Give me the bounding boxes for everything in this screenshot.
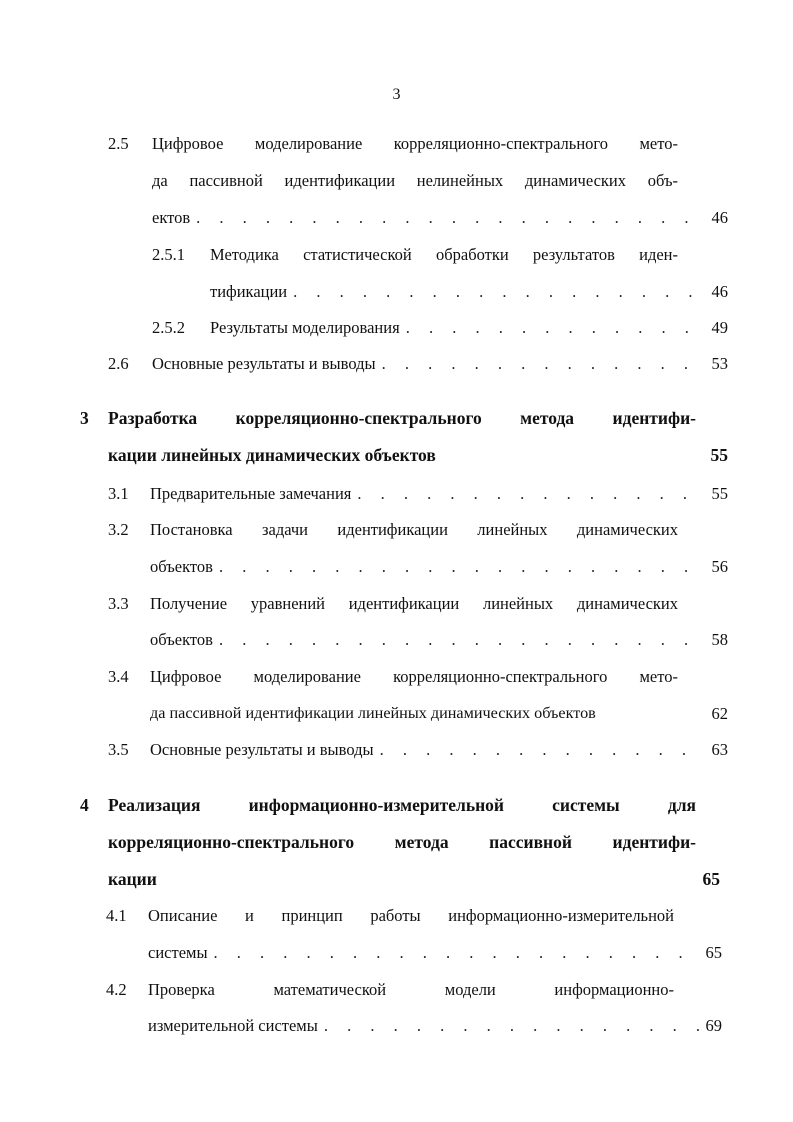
toc-number: 2.5.1 — [152, 245, 185, 264]
toc-leader-line — [148, 943, 722, 963]
toc-number: 3.2 — [108, 520, 129, 539]
toc-page: 56 — [711, 557, 728, 576]
dot-leader — [406, 318, 706, 338]
toc-leader-line — [150, 484, 728, 504]
toc-title-line: да пассивной идентификации нелинейных динамических объ- — [152, 171, 678, 190]
toc-page: 53 — [711, 354, 728, 373]
toc-title-line: Основные результаты и выводы — [150, 740, 374, 759]
dot-leader — [214, 943, 700, 963]
dot-leader — [324, 1016, 700, 1036]
toc-title-line: Цифровое моделирование корреляционно-спектрального мето- — [152, 134, 678, 153]
dot-leader — [293, 282, 705, 302]
toc-number: 4.2 — [106, 980, 127, 999]
toc-title-line: Результаты моделирования — [210, 318, 400, 337]
toc-page: 55 — [710, 445, 728, 465]
toc-page: 65 — [702, 869, 720, 889]
toc-page: 69 — [705, 1016, 722, 1035]
toc-number: 3.5 — [108, 740, 129, 759]
toc-number: 2.6 — [108, 354, 129, 373]
toc-page: 55 — [711, 484, 728, 503]
toc-leader-line — [210, 318, 728, 338]
toc-title-line: измерительной системы — [148, 1016, 318, 1035]
dot-leader — [219, 630, 706, 650]
toc-number: 3.4 — [108, 667, 129, 686]
toc-title-line: объектов — [150, 630, 213, 649]
toc-title-line: кации — [108, 869, 157, 889]
toc-title-line: Описание и принцип работы информационно-измерительной — [148, 906, 674, 925]
toc-number: 4.1 — [106, 906, 127, 925]
toc-title-line: Цифровое моделирование корреляционно-спектрального мето- — [150, 667, 678, 686]
toc-leader-line — [148, 1016, 722, 1036]
toc-title-line: системы — [148, 943, 208, 962]
toc-leader-line — [150, 630, 728, 650]
toc-number: 3.3 — [108, 594, 129, 613]
toc-page: 46 — [711, 208, 728, 227]
dot-leader — [357, 484, 705, 504]
toc-title-line: Методика статистической обработки результатов иден- — [210, 245, 678, 264]
toc-title-line: Разработка корреляционно-спектрального метода идентифи- — [108, 408, 696, 428]
dot-leader — [380, 740, 706, 760]
toc-page: 46 — [711, 282, 728, 301]
toc-leader-line — [152, 354, 728, 374]
toc-title-line: Реализация информационно-измерительной системы для — [108, 795, 696, 815]
toc-title-line: объектов — [150, 557, 213, 576]
toc-title-line: ектов — [152, 208, 191, 227]
toc-title-line: тификации — [210, 282, 288, 301]
toc-leader-line — [150, 557, 728, 577]
toc-number: 3.1 — [108, 484, 129, 503]
toc-title-line: кации линейных динамических объектов — [108, 445, 436, 465]
toc-title-line: Получение уравнений идентификации линейных динамических — [150, 594, 678, 613]
toc-number: 2.5.2 — [152, 318, 185, 337]
toc-leader-line — [150, 740, 728, 760]
toc-title-line: Постановка задачи идентификации линейных динамических — [150, 520, 678, 539]
toc-leader-line — [210, 282, 728, 302]
toc-title-line: Основные результаты и выводы — [152, 354, 376, 373]
toc-number: 2.5 — [108, 134, 129, 153]
toc-leader-line — [152, 208, 728, 228]
toc-page: 63 — [711, 740, 728, 759]
toc-title-line: да пассивной идентификации линейных динамических объектов — [150, 704, 596, 722]
dot-leader — [219, 557, 706, 577]
toc-number: 3 — [80, 408, 89, 428]
toc-number: 4 — [80, 795, 89, 815]
dot-leader — [196, 208, 705, 228]
toc-page: 49 — [711, 318, 728, 337]
toc-title-line: Предварительные замечания — [150, 484, 352, 503]
dot-leader — [382, 354, 706, 374]
toc-page: 58 — [711, 630, 728, 649]
toc-title-line: корреляционно-спектрального метода пассивной идентифи- — [108, 832, 696, 852]
toc-title-line: Проверка математической модели информационно- — [148, 980, 674, 999]
page-number: 3 — [392, 86, 401, 103]
toc-page: 65 — [705, 943, 722, 962]
toc-page: 62 — [711, 704, 728, 723]
